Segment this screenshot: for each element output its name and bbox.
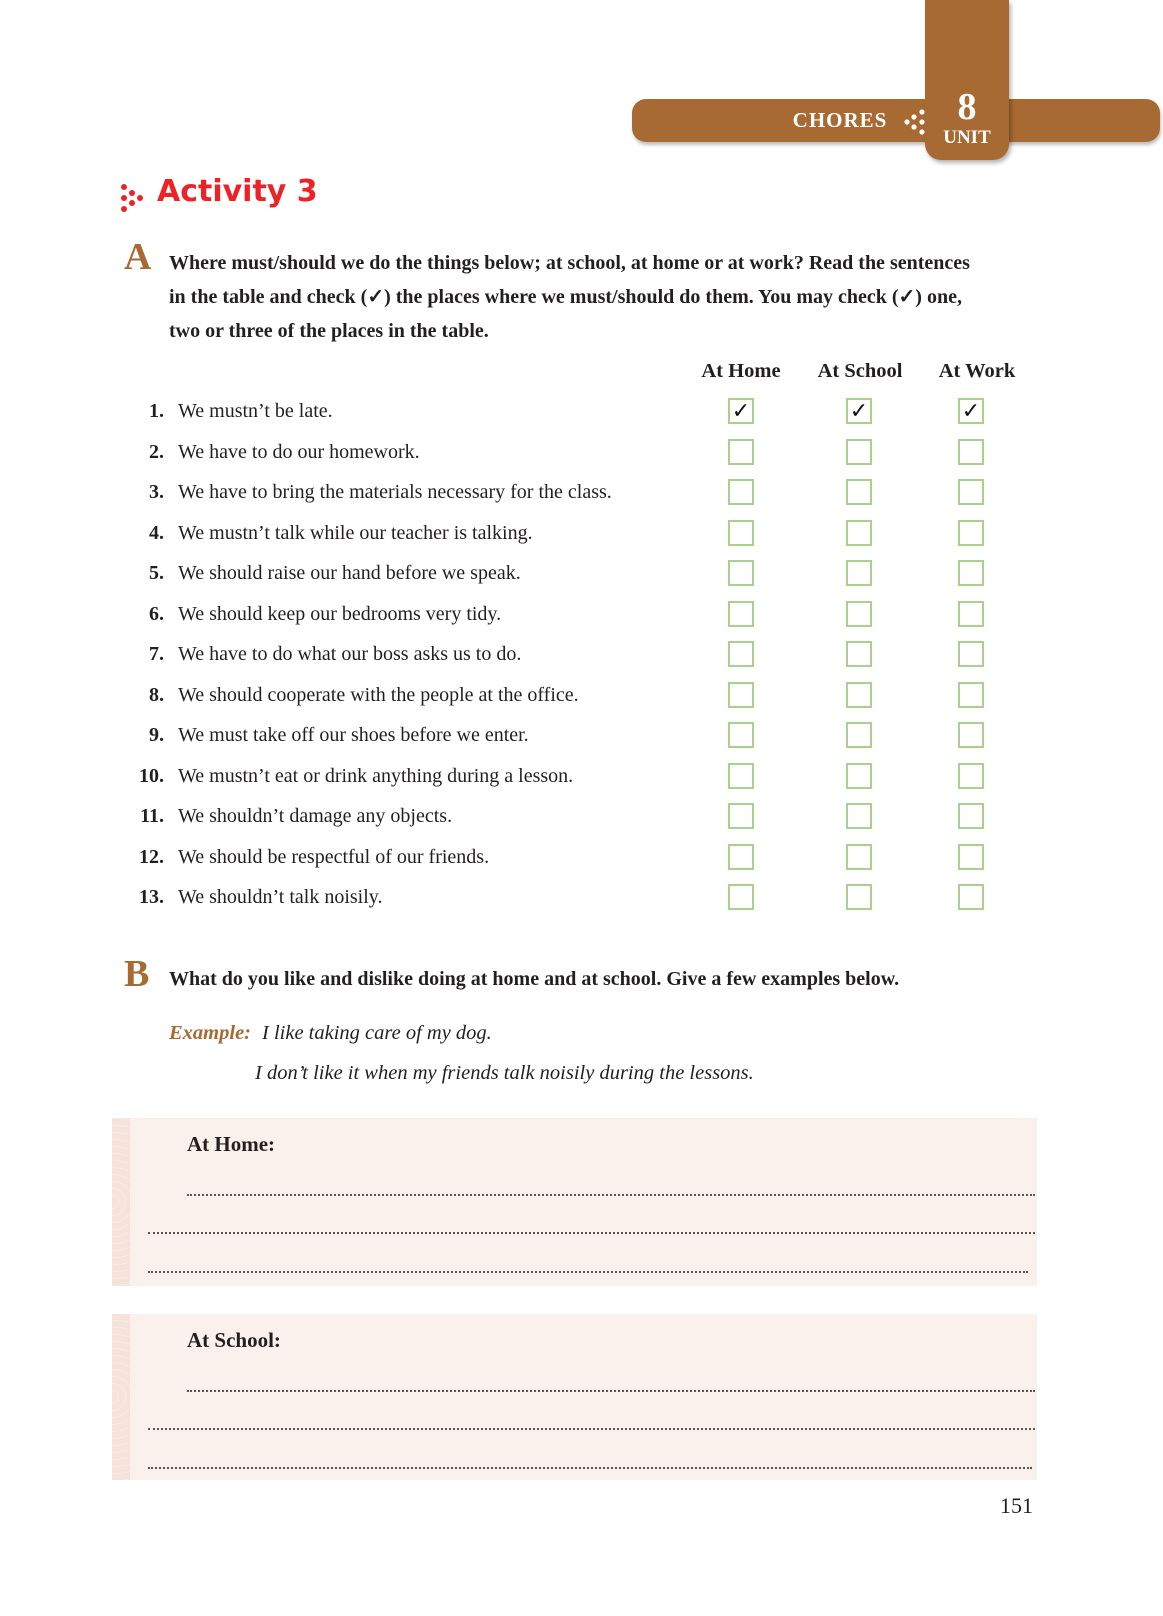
checkbox-at-work[interactable] (958, 560, 984, 586)
row-number: 1. (149, 400, 164, 422)
activity-title: Activity 3 (157, 174, 318, 209)
table-row (0, 683, 1163, 723)
row-number: 11. (140, 805, 164, 827)
checkbox-at-work[interactable] (958, 763, 984, 789)
checkbox-at-school[interactable] (846, 439, 872, 465)
checkbox-at-school[interactable] (846, 803, 872, 829)
row-number: 10. (139, 764, 164, 787)
row-statement: We shouldn’t damage any objects. (178, 805, 453, 827)
checkbox-at-school[interactable]: ✓ (846, 398, 872, 424)
activity-dots-icon (120, 183, 146, 213)
checkbox-at-work[interactable] (958, 884, 984, 910)
answer-box-edge (112, 1314, 130, 1480)
checkbox-at-home[interactable] (728, 722, 754, 748)
example-label: Example: (169, 1022, 251, 1044)
unit-label: UNIT (943, 127, 991, 148)
row-number: 6. (149, 602, 164, 625)
checkbox-at-school[interactable] (846, 479, 872, 505)
checkbox-at-work[interactable]: ✓ (958, 398, 984, 424)
checkbox-at-home[interactable] (728, 884, 754, 910)
row-number: 4. (149, 521, 164, 544)
checkbox-at-school[interactable] (846, 641, 872, 667)
table-row (0, 642, 1163, 682)
checkbox-at-work[interactable] (958, 439, 984, 465)
answer-heading-at-school: At School: (187, 1328, 281, 1352)
table-row (0, 440, 1163, 480)
checkbox-at-school[interactable] (846, 884, 872, 910)
column-header-at-school: At School (817, 360, 903, 382)
checkbox-at-work[interactable] (958, 682, 984, 708)
checkbox-at-home[interactable] (728, 641, 754, 667)
answer-box-at-home (112, 1118, 1037, 1286)
answer-box-edge (112, 1118, 130, 1286)
checkbox-at-school[interactable] (846, 601, 872, 627)
checkbox-at-school[interactable] (846, 844, 872, 870)
page-number: 151 (1000, 1493, 1033, 1518)
row-number: 13. (139, 886, 164, 908)
checkbox-at-home[interactable] (728, 479, 754, 505)
answer-line[interactable] (148, 1271, 1028, 1273)
checkbox-at-school[interactable] (846, 682, 872, 708)
answer-box-at-school (112, 1314, 1037, 1480)
section-a-letter: A (124, 236, 152, 278)
example-line-1: I like taking care of my dog. (262, 1022, 492, 1044)
checkbox-at-home[interactable] (728, 560, 754, 586)
checkbox-at-school[interactable] (846, 763, 872, 789)
row-statement: We should keep our bedrooms very tidy. (178, 602, 502, 625)
checkbox-at-school[interactable] (846, 560, 872, 586)
checkbox-at-home[interactable] (728, 763, 754, 789)
row-statement: We have to bring the materials necessary for the class. (178, 481, 612, 503)
answer-heading-at-home: At Home: (187, 1132, 276, 1156)
table-row (0, 804, 1163, 844)
checkbox-at-school[interactable] (846, 722, 872, 748)
checkbox-at-work[interactable] (958, 844, 984, 870)
column-header-at-work: At Work (938, 360, 1016, 382)
unit-number: 8 (957, 86, 977, 128)
row-statement: We have to do our homework. (178, 440, 420, 463)
table-row (0, 480, 1163, 520)
answer-line[interactable] (187, 1194, 1035, 1196)
section-a-instruction-line-2: in the table and check (✓) the places where we must/should do them. You may check (✓) one, (169, 286, 962, 308)
checkbox-at-work[interactable] (958, 803, 984, 829)
table-row (0, 723, 1163, 763)
row-statement: We should raise our hand before we speak. (178, 562, 521, 584)
table-row (0, 845, 1163, 885)
table-row (0, 885, 1163, 925)
checkbox-at-home[interactable] (728, 520, 754, 546)
column-header-at-home: At Home (701, 360, 781, 382)
row-number: 5. (149, 562, 164, 584)
row-number: 12. (139, 845, 164, 868)
row-statement: We have to do what our boss asks us to do. (178, 643, 522, 665)
row-statement: We should be respectful of our friends. (178, 845, 490, 868)
row-statement: We mustn’t talk while our teacher is talking. (178, 521, 533, 544)
checkbox-at-work[interactable] (958, 722, 984, 748)
checkbox-at-work[interactable] (958, 601, 984, 627)
section-b-instruction: What do you like and dislike doing at home and at school. Give a few examples below. (169, 968, 900, 990)
row-statement: We mustn’t be late. (178, 400, 333, 422)
section-b-letter: B (124, 953, 150, 995)
checkbox-at-home[interactable] (728, 682, 754, 708)
checkbox-at-home[interactable] (728, 803, 754, 829)
row-statement: We should cooperate with the people at the office. (178, 683, 579, 706)
row-number: 2. (149, 440, 164, 463)
answer-line[interactable] (148, 1428, 1035, 1430)
table-row (0, 764, 1163, 804)
table-row (0, 521, 1163, 561)
table-row (0, 602, 1163, 642)
section-a-instruction-line-1: Where must/should we do the things below; at school, at home or at work? Read the sentences (169, 252, 970, 274)
checkbox-at-home[interactable]: ✓ (728, 398, 754, 424)
row-statement: We shouldn’t talk noisily. (178, 886, 383, 908)
checkbox-at-home[interactable] (728, 844, 754, 870)
row-number: 8. (149, 683, 164, 706)
row-statement: We mustn’t eat or drink anything during a lesson. (178, 764, 574, 787)
answer-line[interactable] (148, 1232, 1035, 1234)
checkbox-at-home[interactable] (728, 439, 754, 465)
checkbox-at-school[interactable] (846, 520, 872, 546)
checkbox-at-work[interactable] (958, 520, 984, 546)
checkbox-at-work[interactable] (958, 479, 984, 505)
example-line-2: I don’t like it when my friends talk noisily during the lessons. (255, 1062, 754, 1084)
section-a-instruction-line-3: two or three of the places in the table. (169, 320, 489, 342)
table-row (0, 399, 1163, 439)
row-number: 7. (149, 643, 164, 665)
checkbox-at-work[interactable] (958, 641, 984, 667)
checkbox-at-home[interactable] (728, 601, 754, 627)
answer-line[interactable] (187, 1390, 1035, 1392)
answer-line[interactable] (148, 1467, 1032, 1469)
row-number: 9. (149, 724, 164, 746)
table-row (0, 561, 1163, 601)
chapter-label: CHORES (792, 108, 888, 132)
row-number: 3. (149, 481, 164, 503)
row-statement: We must take off our shoes before we enter. (178, 724, 529, 746)
